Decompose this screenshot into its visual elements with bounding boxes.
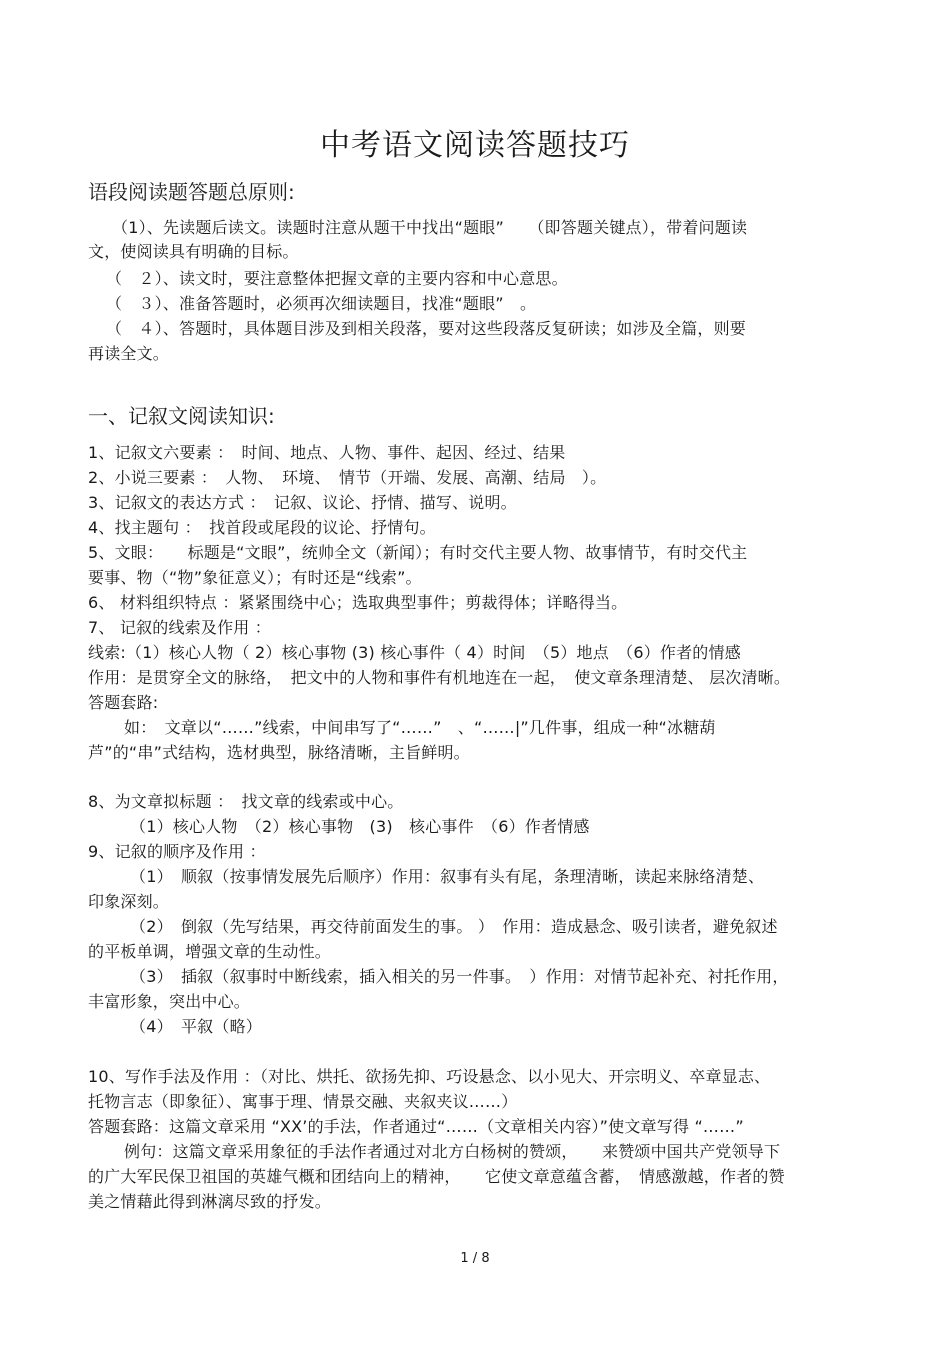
- list-item: 4、找主题句 ： 找首段或尾段的议论、抒情句。: [88, 518, 436, 537]
- list-item: 10、写作手法及作用 ：（对比、烘托、欲扬先抑、巧设悬念、以小见大、开宗明义、卒章显志、: [88, 1067, 771, 1086]
- paragraph-line: 线索:（1）核心人物（ 2）核心事物 (3) 核心事件（ 4）时间 （5）地点 （6）作者的情感: [88, 643, 741, 662]
- list-item: 8、为文章拟标题 ： 找文章的线索或中心。: [88, 792, 404, 811]
- paragraph-line: （ ３）、准备答题时，必须再次细读题目，找准“题眼” 。: [106, 294, 537, 313]
- paragraph-line: 芦”的“串”式结构，选材典型，脉络清晰，主旨鲜明。: [88, 743, 470, 762]
- paragraph-line: 再读全文。: [88, 344, 170, 363]
- paragraph-line: 文，使阅读具有明确的目标。: [88, 242, 299, 261]
- section-heading-narrative: 一、记叙文阅读知识:: [88, 404, 275, 428]
- list-item: 1、记叙文六要素 ： 时间、地点、人物、事件、起因、经过、结果: [88, 443, 566, 462]
- paragraph-line: 的平板单调，增强文章的生动性。: [88, 942, 332, 961]
- paragraph-line: 答题套路：这篇文章采用 “XX’的手法，作者通过“……（文章相关内容）”使文章写得 “……”: [88, 1117, 744, 1136]
- list-item: 5、文眼： 标题是“文眼”，统帅全文（新闻）；有时交代主要人物、故事情节，有时交代主: [88, 543, 748, 562]
- list-item: 9、记叙的顺序及作用 ：: [88, 842, 266, 861]
- paragraph-line: （4） 平叙（略）: [130, 1017, 262, 1036]
- paragraph-line: （ ２）、读文时，要注意整体把握文章的主要内容和中心意思。: [106, 269, 568, 288]
- list-item: 3、记叙文的表达方式 ： 记叙、议论、抒情、描写、说明。: [88, 493, 517, 512]
- paragraph-line: （ ４）、答题时，具体题目涉及到相关段落，要对这些段落反复研读；如涉及全篇，则要: [106, 319, 747, 338]
- page-title: 中考语文阅读答题技巧: [320, 128, 630, 163]
- paragraph-line: 美之情藉此得到淋漓尽致的抒发。: [88, 1192, 332, 1211]
- paragraph-line: （2） 倒叙（先写结果，再交待前面发生的事。 ） 作用：造成悬念、吸引读者，避免叙述: [130, 917, 778, 936]
- page-number: 1 / 8: [460, 1251, 490, 1266]
- list-item: 7、 记叙的线索及作用 ：: [88, 618, 271, 637]
- paragraph-line: 的广大军民保卫祖国的英雄气概和团结向上的精神， 它使文章意蕴含蓄， 情感激越，作者的赞: [88, 1167, 785, 1186]
- paragraph-line: （1） 顺叙（按事情发展先后顺序）作用：叙事有头有尾，条理清晰，读起来脉络清楚、: [130, 867, 765, 886]
- paragraph-line: （3） 插叙（叙事时中断线索，插入相关的另一件事。 ）作用：对情节起补充、衬托作用，: [130, 967, 789, 986]
- paragraph-line: 丰富形象，突出中心。: [88, 992, 251, 1011]
- paragraph-line: 作用：是贯穿全文的脉络， 把文中的人物和事件有机地连在一起， 使文章条理清楚、 层次清晰。: [88, 668, 791, 687]
- list-item: 6、 材料组织特点 ：紧紧围绕中心；选取典型事件；剪裁得体；详略得当。: [88, 593, 628, 612]
- paragraph-line: （1）核心人物 （2）核心事物 (3) 核心事件 （6）作者情感: [130, 817, 590, 836]
- paragraph-line: （1）、先读题后读文。读题时注意从题干中找出“题眼” （即答题关键点），带着问题读: [112, 218, 748, 237]
- paragraph-line: 答题套路:: [88, 693, 159, 712]
- paragraph-line: 印象深刻。: [88, 892, 170, 911]
- list-item: 2、小说三要素 ： 人物、 环境、 情节（开端、发展、高潮、结局 ）。: [88, 468, 607, 487]
- paragraph-line: 如： 文章以“……”线索，中间串写了“……” 、“……|”几件事，组成一种“冰糖葫: [124, 718, 716, 737]
- section-heading-principles: 语段阅读题答题总原则:: [88, 180, 295, 204]
- paragraph-line: 例句：这篇文章采用象征的手法作者通过对北方白杨树的赞颂， 来赞颂中国共产党领导下: [124, 1142, 781, 1161]
- list-item: 要事、物（“物”象征意义）；有时还是“线索”。: [88, 568, 422, 587]
- paragraph-line: 托物言志（即象征）、寓事于理、情景交融、夹叙夹议……）: [88, 1092, 518, 1111]
